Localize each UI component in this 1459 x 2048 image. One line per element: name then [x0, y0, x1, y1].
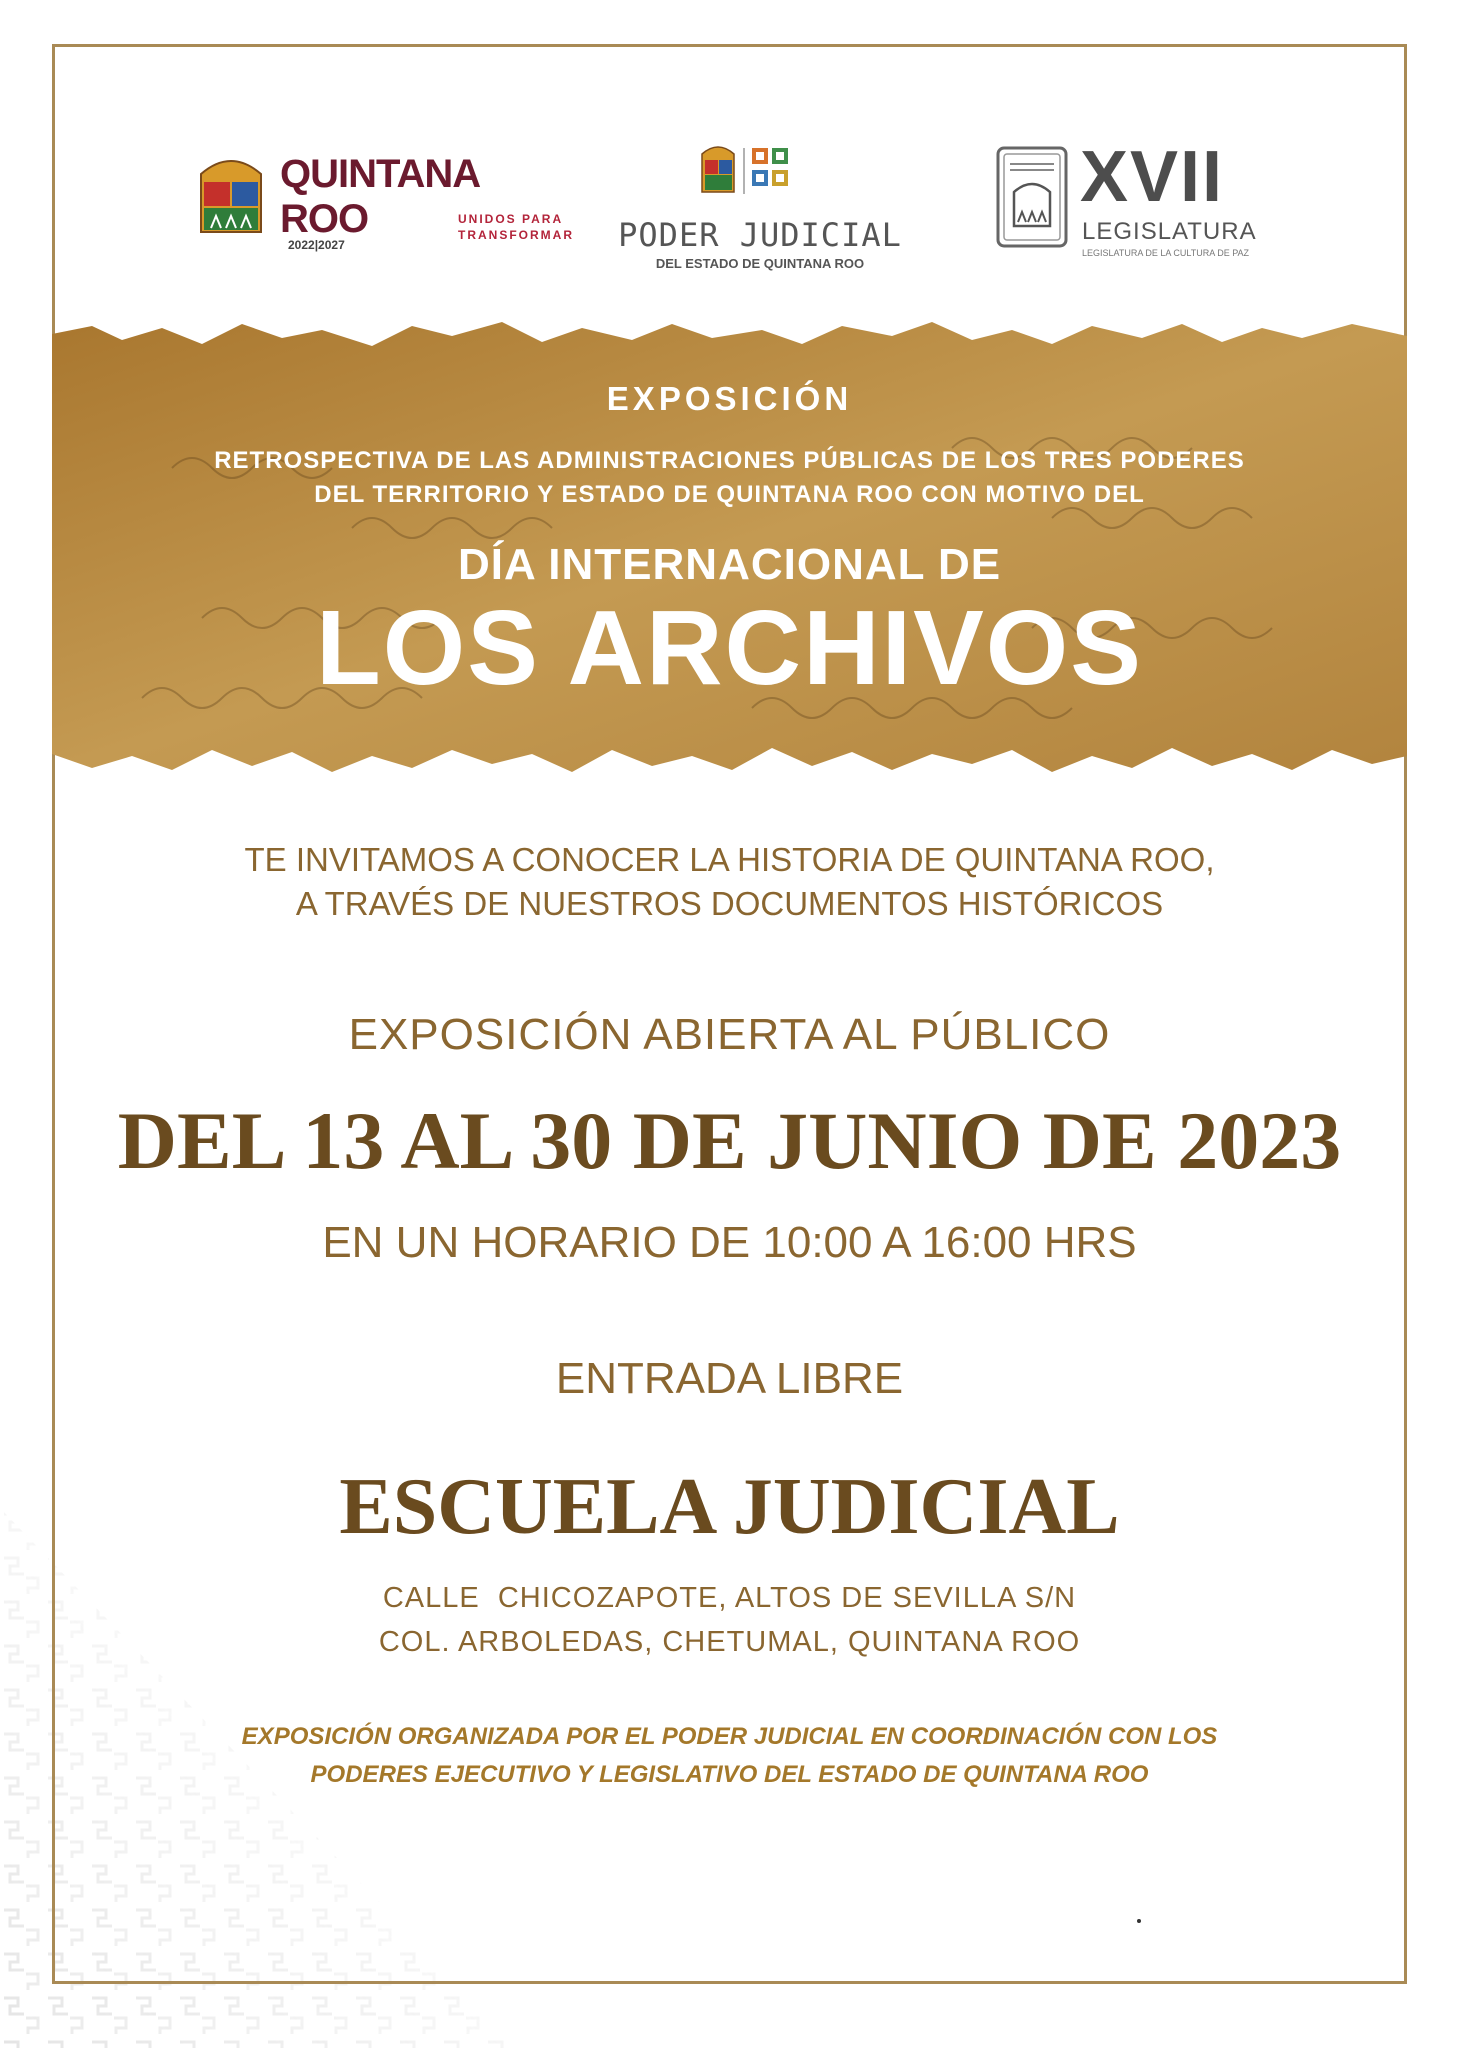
open-to-public-label: EXPOSICIÓN ABIERTA AL PÚBLICO — [348, 1010, 1111, 1059]
legislature-seal-icon — [996, 146, 1068, 248]
state-shield-icon — [196, 152, 266, 242]
venue-name: ESCUELA JUDICIAL — [339, 1463, 1120, 1551]
invitation-text — [0, 838, 1459, 926]
legislatura-numeral: XVII — [1080, 137, 1225, 217]
banner-day-line: DÍA INTERNACIONAL DE — [457, 540, 1002, 589]
quintana-roo-tagline-1: UNIDOS PARA — [458, 212, 564, 226]
event-dates: DEL 13 AL 30 DE JUNIO DE 2023 — [117, 1095, 1342, 1186]
legislatura-subtitle: LEGISLATURA DE LA CULTURA DE PAZ — [1082, 248, 1250, 258]
venue-address — [0, 1576, 1459, 1664]
quintana-roo-tagline-2: TRANSFORMAR — [458, 228, 574, 242]
event-hours: EN UN HORARIO DE 10:00 A 16:00 HRS — [322, 1218, 1137, 1267]
quintana-roo-logo — [196, 152, 574, 272]
banner-subtitle-line-2: DEL TERRITORIO Y ESTADO DE QUINTANA ROO CON MOTIVO DEL — [314, 481, 1145, 508]
banner-subtitle — [52, 444, 1407, 512]
poder-judicial-logo — [600, 144, 920, 274]
poder-judicial-subtitle: DEL ESTADO DE QUINTANA ROO — [655, 256, 865, 271]
address-line-2: COL. ARBOLEDAS, CHETUMAL, QUINTANA ROO — [378, 1626, 1081, 1658]
title-banner — [52, 318, 1407, 778]
judicial-emblem-icon — [698, 144, 808, 200]
legislatura-logo — [996, 137, 1276, 272]
logo-row — [0, 120, 1459, 270]
quintana-roo-wordmark: QUINTANA ROO — [280, 152, 479, 241]
organizer-line-1: EXPOSICIÓN ORGANIZADA POR EL PODER JUDICIAL EN COORDINACIÓN CON LOS — [241, 1723, 1218, 1750]
address-line-1: CALLE CHICOZAPOTE, ALTOS DE SEVILLA S/N — [382, 1582, 1077, 1614]
legislatura-wordmark: LEGISLATURA — [1082, 218, 1257, 245]
entry-label: ENTRADA LIBRE — [555, 1354, 904, 1403]
banner-subtitle-line-1: RETROSPECTIVA DE LAS ADMINISTRACIONES PÚBLICAS DE LOS TRES PODERES — [214, 447, 1245, 474]
poder-judicial-wordmark: PODER JUDICIAL — [618, 216, 902, 254]
banner-main-title: LOS ARCHIVOS — [316, 589, 1143, 707]
invitation-line-2: A TRAVÉS DE NUESTROS DOCUMENTOS HISTÓRICOS — [295, 885, 1164, 922]
banner-label: EXPOSICIÓN — [606, 380, 853, 417]
organizer-note — [0, 1718, 1459, 1794]
stray-dot — [1137, 1919, 1141, 1923]
invitation-line-1: TE INVITAMOS A CONOCER LA HISTORIA DE QUINTANA ROO, — [244, 841, 1215, 878]
quintana-roo-years: 2022|2027 — [288, 238, 345, 252]
organizer-line-2: PODERES EJECUTIVO Y LEGISLATIVO DEL ESTADO DE QUINTANA ROO — [310, 1761, 1149, 1788]
